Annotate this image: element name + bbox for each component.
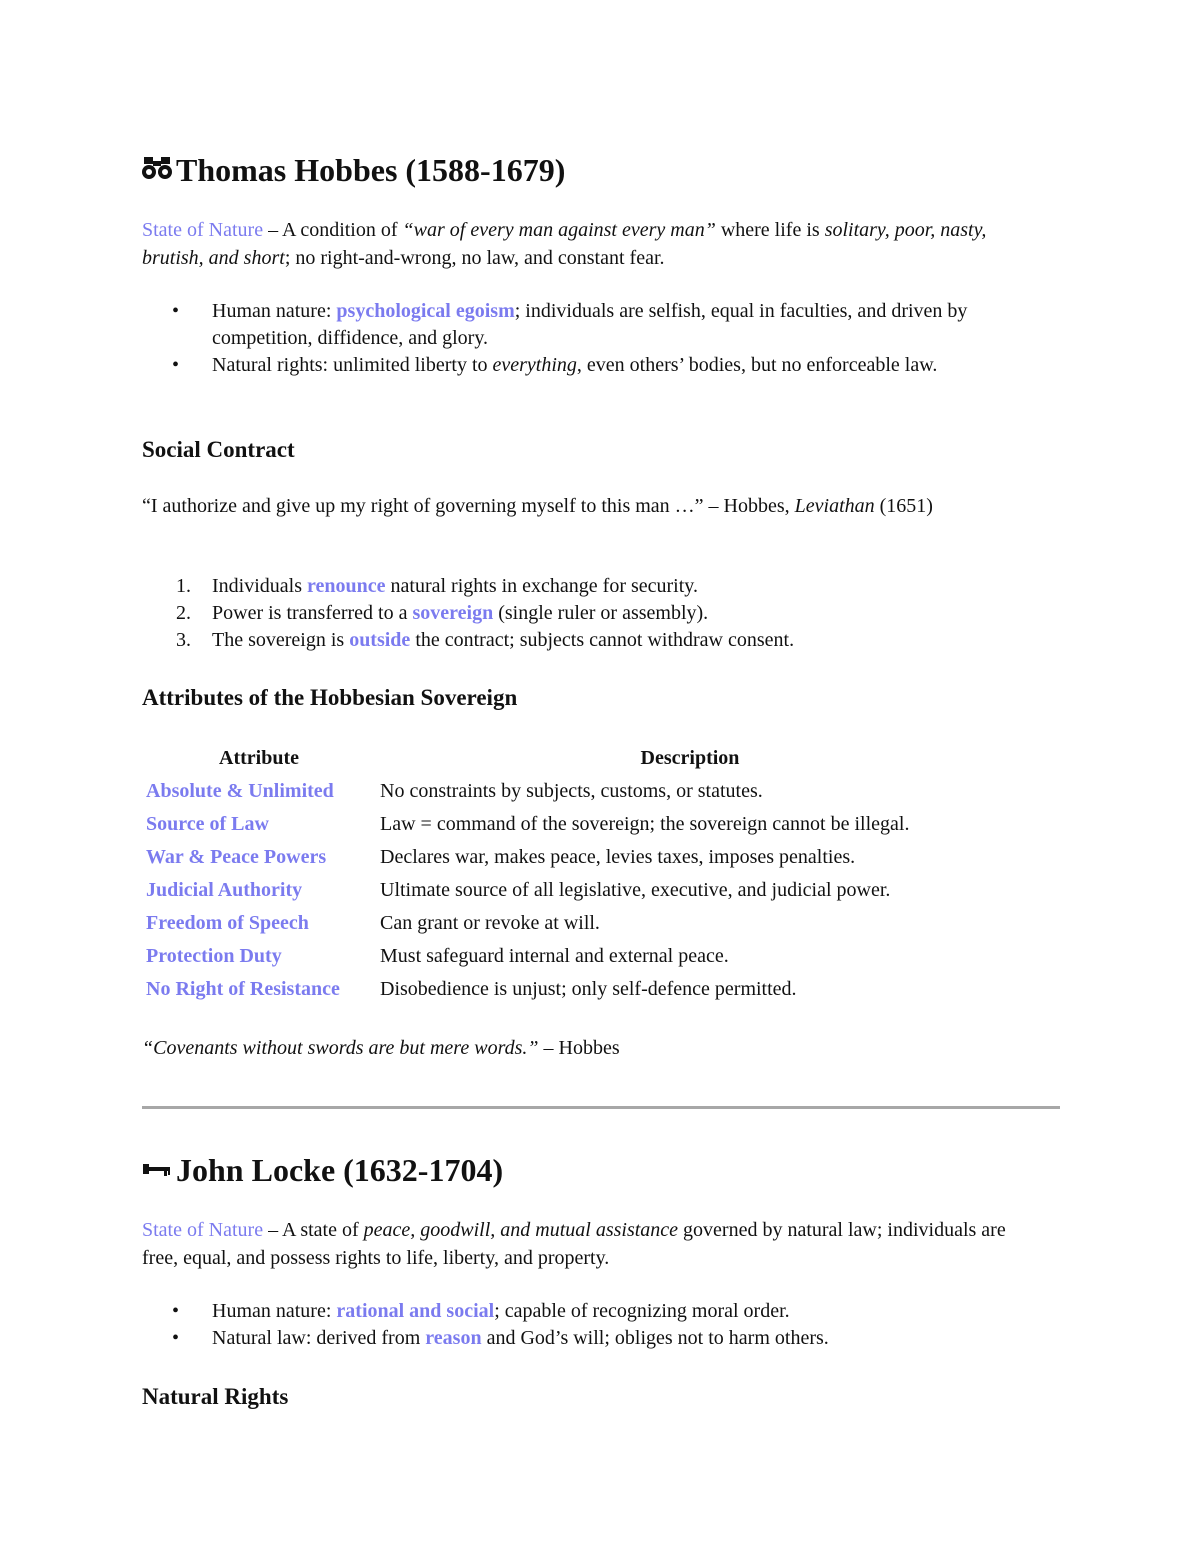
column-header-description: Description [640,746,740,769]
italic-text: peace, goodwill, and mutual assistance [363,1219,679,1241]
text: Power is transferred to a [212,602,413,624]
bullet-icon: • [172,354,180,376]
list-item [142,298,1042,352]
text: Natural rights: unlimited liberty to [212,354,493,376]
text: Natural law: derived from [212,1327,426,1349]
text: Human nature: [212,300,337,322]
text: – A condition of [263,219,403,241]
list-item [142,1325,1042,1352]
text: Human nature: [212,1300,337,1322]
description-cell: Disobedience is unjust; only self-defence permitted. [380,978,797,1000]
quote: “Covenants without swords are but mere words.” [142,1037,539,1059]
term: rational and social [336,1300,495,1322]
attribute-cell: No Right of Resistance [146,978,340,1000]
contract-steps-list [142,573,1042,654]
list-item [142,600,1042,627]
attributes-table [142,741,1004,1006]
term: outside [349,629,411,651]
description-cell: Ultimate source of all legislative, executive, and judicial power. [380,879,891,901]
locke-state-of-nature [142,1216,1042,1272]
attribute-cell: Absolute & Unlimited [146,780,334,802]
state-of-nature-term: State of Nature [142,1219,264,1241]
step-number: 2. [176,602,191,624]
text: – A state of [263,1219,364,1241]
attribute-cell: War & Peace Powers [146,846,327,868]
text: the contract; subjects cannot withdraw consent. [410,629,795,651]
bullet-icon: • [172,1300,180,1322]
text: , even others’ bodies, but no enforceable law. [576,354,938,376]
table-row [142,940,1004,973]
locke-bullet-list [142,1298,1042,1352]
text: where life is [715,219,825,241]
hobbes-title-text: Thomas Hobbes (1588-1679) [176,152,566,188]
text: natural rights in exchange for security. [385,575,698,597]
hobbes-bullet-list [142,298,1042,379]
table-header-row [142,741,1004,775]
list-item [142,1298,1042,1325]
list-item [142,627,1042,654]
term: psychological egoism [336,300,515,322]
italic-text: solitary, poor, nasty, brutish, and short [142,219,987,269]
attribute-cell: Protection Duty [146,945,282,967]
quote: “war of every man against every man” [402,219,716,241]
table-row [142,874,1004,907]
table-row [142,841,1004,874]
column-header-attribute: Attribute [219,746,299,769]
text: Individuals [212,575,307,597]
description-cell: Declares war, makes peace, levies taxes, imposes penalties. [380,846,856,868]
attribute-cell: Freedom of Speech [146,912,309,934]
step-number: 3. [176,629,191,651]
section-divider [142,1106,1060,1109]
text: and God’s will; obliges not to harm others. [481,1327,829,1349]
table-row [142,907,1004,940]
locke-title [142,1150,503,1190]
attributes-heading: Attributes of the Hobbesian Sovereign [142,685,518,710]
state-of-nature-term: State of Nature [142,219,264,241]
text: governed by natural law; individuals are free, equal, and possess rights to life, liberty, and property. [142,1219,1006,1269]
locke-title-text: John Locke (1632-1704) [176,1152,504,1188]
leviathan-quote [142,492,1022,520]
step-number: 1. [176,575,191,597]
table-row [142,808,1004,841]
source-title: Leviathan [794,495,875,517]
text: (single ruler or assembly). [493,602,709,624]
year: (1651) [874,495,933,517]
hobbes-title [142,150,565,190]
attribute-cell: Judicial Authority [146,879,303,901]
text: ; capable of recognizing moral order. [494,1300,790,1322]
description-cell: Can grant or revoke at will. [380,912,600,934]
list-item [142,352,1042,379]
term: sovereign [412,602,494,624]
attribute-cell: Source of Law [146,813,269,835]
table-row [142,775,1004,808]
term: reason [425,1327,482,1349]
list-item [142,573,1042,600]
text: ; individuals are selfish, equal in faculties, and driven by competition, diffidence, and glory. [212,300,968,349]
text: The sovereign is [212,629,350,651]
description-cell: Must safeguard internal and external peace. [380,945,729,967]
bullet-icon: • [172,300,180,322]
hobbes-state-of-nature [142,216,1042,272]
term: renounce [307,575,386,597]
key-icon [142,1150,176,1190]
description-cell: Law = command of the sovereign; the sovereign cannot be illegal. [380,813,910,835]
closing-quote [142,1034,620,1062]
table-row [142,973,1004,1006]
description-cell: No constraints by subjects, customs, or statutes. [380,780,763,802]
text: ; no right-and-wrong, no law, and constant fear. [284,247,665,269]
bullet-icon: • [172,1327,180,1349]
author: – Hobbes [538,1037,620,1059]
natural-rights-heading: Natural Rights [142,1384,289,1409]
italic-text: everything [492,354,577,376]
quote: “I authorize and give up my right of governing myself to this man …” – Hobbes, [142,495,795,517]
social-contract-heading: Social Contract [142,437,295,462]
binoculars-icon [142,150,176,190]
